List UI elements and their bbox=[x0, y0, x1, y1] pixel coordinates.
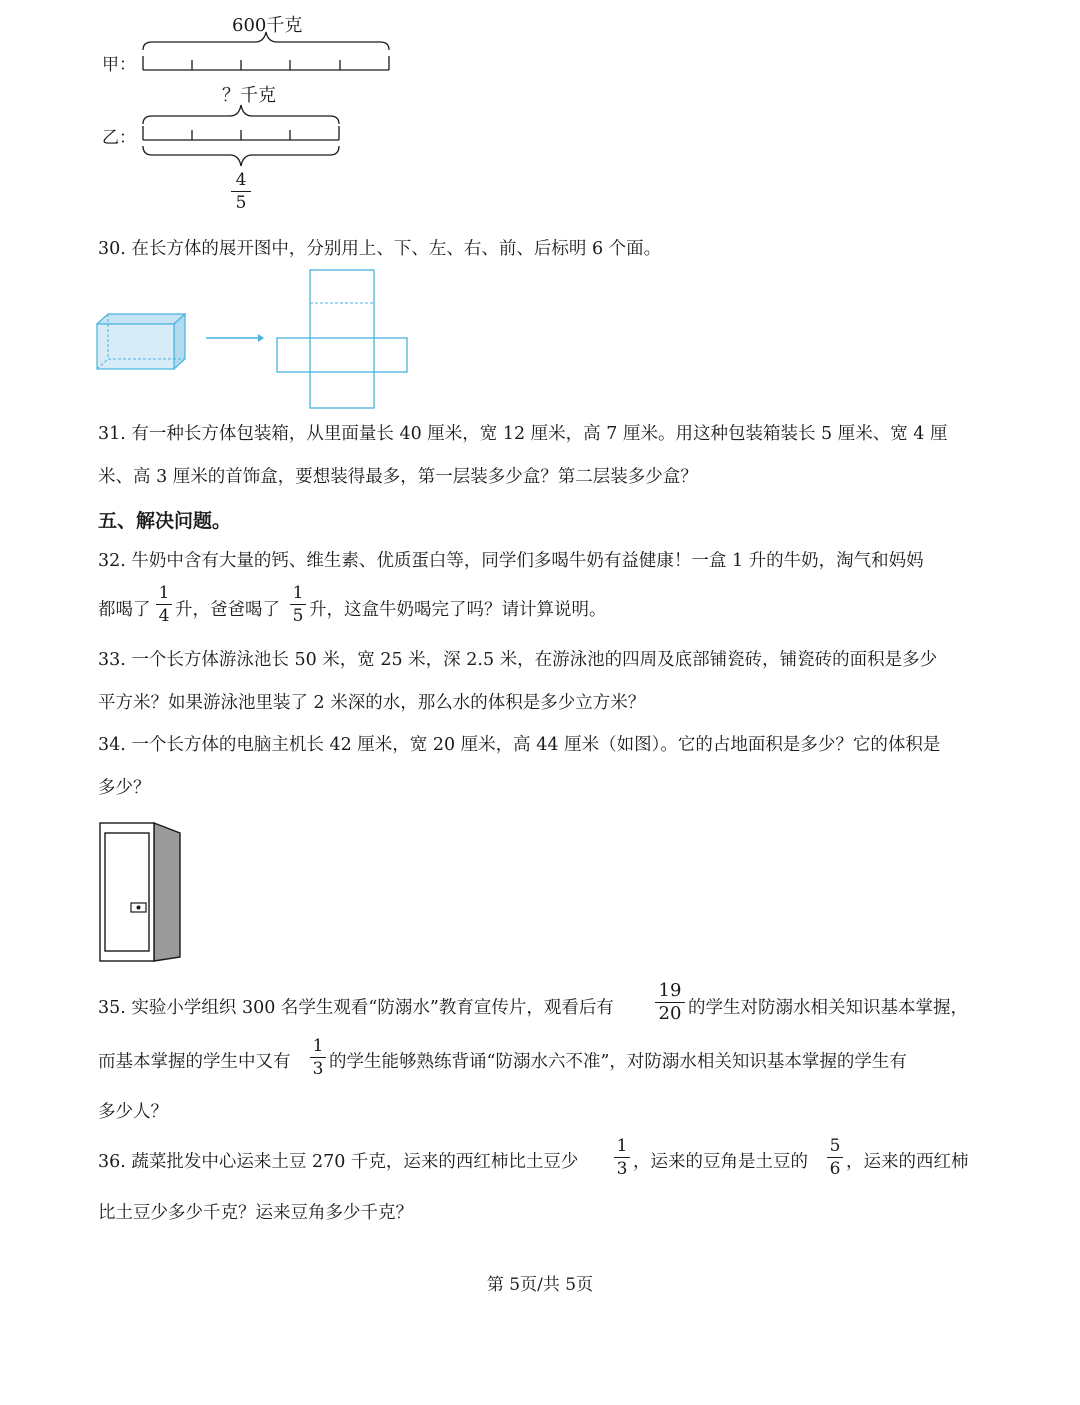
q35-frac1-num: 19 bbox=[658, 980, 682, 1001]
q36-frac2-num: 5 bbox=[829, 1136, 841, 1156]
jia-label: 甲： bbox=[102, 55, 136, 75]
q35-frac2-num: 1 bbox=[312, 1036, 324, 1056]
q32-frac2-den: 5 bbox=[292, 606, 304, 626]
section-heading: 五、解决问题。 bbox=[98, 510, 232, 532]
q32-fraction-2 bbox=[290, 583, 306, 626]
q35-text-d: 的学生能够熟练背诵“防溺水六不准”，对防溺水相关知识基本掌握的学生有 bbox=[329, 1052, 907, 1072]
yi-fraction-den: 5 bbox=[235, 193, 247, 213]
q35-text-c: 而基本掌握的学生中又有 bbox=[98, 1052, 291, 1072]
computer-case-illustration bbox=[98, 820, 188, 965]
q36-text-a: 36. 蔬菜批发中心运来土豆 270 千克，运来的西红柿比土豆少 bbox=[98, 1152, 579, 1172]
q33-line1: 33. 一个长方体游泳池长 50 米，宽 25 米，深 2.5 米，在游泳池的四周及底部铺瓷砖，铺瓷砖的面积是多少 bbox=[98, 650, 938, 670]
q36-fraction-2 bbox=[827, 1136, 843, 1179]
yi-fraction bbox=[231, 170, 251, 213]
q34-line1: 34. 一个长方体的电脑主机长 42 厘米，宽 20 厘米，高 44 厘米（如图）。它的占地面积是多少？它的体积是 bbox=[98, 735, 941, 755]
yi-unknown-label: ？千克 bbox=[222, 85, 276, 106]
q31-line1: 31. 有一种长方体包装箱，从里面量长 40 厘米，宽 12 厘米，高 7 厘米。用这种包装箱装长 5 厘米、宽 4 厘 bbox=[98, 424, 948, 444]
q30-text: 30. 在长方体的展开图中，分别用上、下、左、右、前、后标明 6 个面。 bbox=[98, 239, 662, 259]
page-number-footer: 第 5页/共 5页 bbox=[486, 1275, 594, 1295]
q36-fraction-1 bbox=[614, 1136, 630, 1179]
q32-frac1-den: 4 bbox=[158, 606, 170, 626]
q34-line2: 多少？ bbox=[98, 778, 151, 798]
cuboid-illustration bbox=[96, 312, 296, 392]
q32-text-b: 升，爸爸喝了 bbox=[175, 600, 280, 620]
q32-frac2-num: 1 bbox=[292, 583, 304, 603]
q35-frac1-den: 20 bbox=[658, 1003, 682, 1024]
q33-line2: 平方米？如果游泳池里装了 2 米深的水，那么水的体积是多少立方米？ bbox=[98, 693, 646, 713]
yi-label: 乙： bbox=[102, 128, 136, 148]
q36-text-b: ，运来的豆角是土豆的 bbox=[633, 1152, 808, 1172]
q35-fraction-1 bbox=[655, 981, 685, 1024]
q35-text-b: 的学生对防溺水相关知识基本掌握， bbox=[688, 998, 968, 1018]
q35-frac2-den: 3 bbox=[312, 1059, 324, 1079]
jia-bar-diagram bbox=[0, 0, 1080, 220]
q32-fraction-1 bbox=[156, 583, 172, 626]
q32-frac1-num: 1 bbox=[158, 583, 170, 603]
q35-fraction-2 bbox=[310, 1036, 326, 1079]
q36-frac2-den: 6 bbox=[829, 1159, 841, 1179]
q36-frac1-den: 3 bbox=[616, 1159, 628, 1179]
q36-frac1-num: 1 bbox=[616, 1136, 628, 1156]
q35-text-a: 35. 实验小学组织 300 名学生观看“防溺水”教育宣传片，观看后有 bbox=[98, 998, 614, 1018]
arrow-icon bbox=[206, 333, 266, 343]
q32-line1: 32. 牛奶中含有大量的钙、维生素、优质蛋白等，同学们多喝牛奶有益健康！一盒 1 升的牛奶，淘气和妈妈 bbox=[98, 551, 924, 571]
cuboid-net-diagram bbox=[276, 268, 416, 413]
q32-text-c: 升，这盒牛奶喝完了吗？请计算说明。 bbox=[309, 600, 607, 620]
q35-line3: 多少人？ bbox=[98, 1102, 168, 1122]
q36-text-c: ，运来的西红柿 bbox=[846, 1152, 969, 1172]
q32-text-a: 都喝了 bbox=[98, 600, 151, 620]
jia-total-label: 600千克 bbox=[232, 15, 303, 36]
q31-line2: 米、高 3 厘米的首饰盒，要想装得最多，第一层装多少盒？第二层装多少盒？ bbox=[98, 467, 698, 487]
q36-line2: 比土豆少多少千克？运来豆角多少千克？ bbox=[98, 1203, 413, 1223]
yi-fraction-num: 4 bbox=[235, 170, 247, 190]
